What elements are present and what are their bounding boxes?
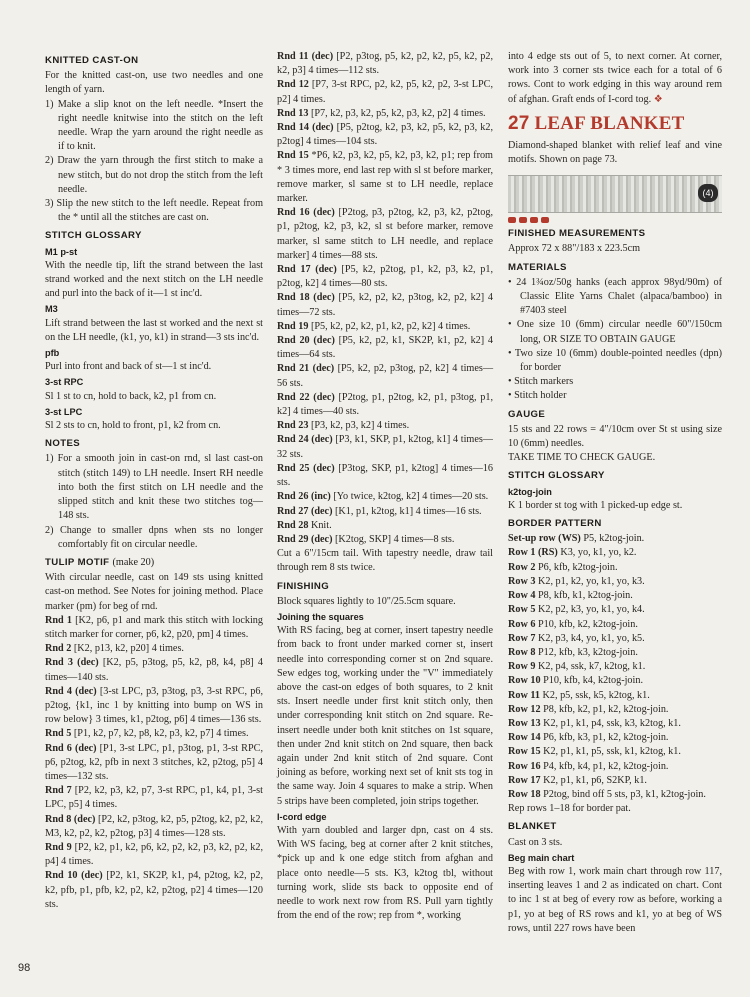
round-row-text: [P5, k2, p2, k1, SK2P, k1, p2, k2] 4 times—64 sts.	[277, 335, 494, 361]
icord-heading: I-cord edge	[277, 811, 327, 822]
difficulty-bar	[519, 217, 527, 223]
border-pattern-heading: BORDER PATTERN	[508, 518, 602, 530]
border-row-label: Row 10	[508, 675, 541, 687]
border-row-text: P4, kfb, k4, p1, k2, k2tog-join.	[543, 760, 669, 772]
round-row-text: [P2, p3tog, p5, k2, p2, k2, p5, k2, p2, k2, p3] 4 times—112 sts.	[277, 51, 494, 77]
finishing-text: Block squares lightly to 10"/25.5cm square.	[277, 595, 456, 607]
border-row-text: P10, kfb, k4, k2tog-join.	[543, 675, 643, 687]
border-row-label: Row 8	[508, 646, 536, 658]
border-row-label: Row 15	[508, 746, 541, 758]
round-row-label: Rnd 9	[45, 841, 72, 853]
border-repeat: Rep rows 1–18 for border pat.	[508, 803, 631, 815]
round-row-text: [P5, p2tog, k2, p3, k2, p5, k2, p3, k2, p2tog] 4 times—104 sts.	[277, 122, 493, 148]
border-row-text: K2, p3, k4, yo, k1, yo, k5.	[538, 632, 645, 644]
round-row-text: [K2, p13, k2, p20] 4 times.	[73, 643, 184, 655]
round-row	[277, 149, 493, 206]
round-row-label: Rnd 19	[277, 320, 309, 332]
difficulty-bar	[508, 217, 516, 223]
blanket-cast-on: Cast on 3 sts.	[508, 836, 563, 848]
round-row	[277, 533, 493, 547]
material-item: • Two size 10 (6mm) double-pointed needles (dpn) for border	[508, 347, 722, 374]
round-row-text: [P3tog, SKP, p1, k2tog] 4 times—16 sts.	[277, 462, 494, 489]
border-row-text: K3, yo, k1, yo, k2.	[560, 547, 637, 559]
border-row-text: K2, p1, k1, p5, ssk, k1, k2tog, k1.	[543, 746, 681, 758]
materials-heading: MATERIALS	[508, 261, 567, 273]
border-row-label: Set-up row (WS)	[508, 533, 581, 545]
round-row-label: Rnd 3 (dec)	[45, 657, 99, 669]
glossary-term: 3-st LPC	[45, 406, 83, 417]
round-row-label: Rnd 2	[45, 643, 72, 655]
column-2	[277, 50, 493, 923]
notes-heading: NOTES	[45, 438, 81, 450]
round-row-label: Rnd 11 (dec)	[277, 51, 334, 62]
icord-text: With yarn doubled and larger dpn, cast on 4 sts. With WS facing, beg at corner after 2 knit stitches, *pick up and k one edge stitch from afghan and place onto needle—5 sts. K3, k2tog tbl, without turning work, slide sts back to opposite end of needle to work next row from RS. Pull yarn tightly from the end of the row; rep from *, working	[277, 824, 493, 922]
gauge-text: 15 sts and 22 rows = 4"/10cm over St st using size 10 (6mm) needles.	[508, 423, 722, 450]
border-row	[508, 760, 722, 774]
round-row	[45, 642, 263, 656]
glossary-term: 3-st RPC	[45, 377, 84, 388]
pattern-subtitle: Diamond-shaped blanket with relief leaf and vine motifs. Shown on page 73.	[508, 139, 722, 166]
round-row	[277, 291, 493, 319]
round-row-text: [P2tog, p1, p2tog, k2, p1, p3tog, p1, k2] 4 times—40 sts.	[277, 391, 493, 418]
round-row-text: [P5, k2, p2, k2, p1, k2, p2, k2] 4 times.	[310, 320, 471, 332]
border-row-label: Row 17	[508, 774, 541, 786]
round-row-label: Rnd 25 (dec)	[277, 462, 335, 474]
glossary-def: K 1 border st tog with 1 picked-up edge st.	[508, 499, 683, 511]
border-row-label: Row 13	[508, 717, 541, 729]
end-diamond-icon: ❖	[653, 93, 663, 105]
knitted-cast-on-intro: For the knitted cast-on, use two needles and one length of yarn.	[45, 70, 263, 96]
border-row-text: P8, kfb, k2, p1, k2, k2tog-join.	[543, 703, 669, 715]
tulip-rounds	[45, 614, 263, 912]
round-row-label: Rnd 6 (dec)	[45, 742, 97, 754]
border-row-text: K2, p2, k3, yo, k1, yo, k4.	[538, 604, 645, 616]
round-row	[277, 519, 493, 533]
knitted-cast-on-heading: KNITTED CAST-ON	[45, 55, 139, 66]
border-row-label: Row 12	[508, 703, 541, 715]
border-row	[508, 774, 722, 788]
border-row-text: P12, kfb, k3, k2tog-join.	[538, 646, 638, 658]
main-chart-heading: Beg main chart	[508, 852, 575, 863]
round-row-text: [P2, k2, p1, k2, p6, k2, p2, k2, p3, k2, p2, k2, p4] 4 times.	[45, 841, 264, 868]
gauge-heading: GAUGE	[508, 408, 546, 420]
round-row-text: [P7, 3-st RPC, p2, k2, p5, k2, p2, 3-st LPC, p2] 4 times.	[277, 79, 493, 105]
round-row-text: [P3, k2, p3, k2] 4 times.	[310, 420, 410, 432]
round-row-label: Rnd 13	[277, 107, 309, 119]
round-row-text: [P5, k2, p2, p3tog, p2, k2] 4 times—56 sts.	[277, 363, 494, 389]
border-row	[508, 632, 722, 646]
joining-heading: Joining the squares	[277, 611, 364, 622]
round-row	[45, 656, 263, 684]
border-row-text: P5, k2tog-join.	[583, 533, 645, 545]
glossary-def: Sl 1 st to cn, hold to back, k2, p1 from cn.	[45, 390, 217, 402]
border-row-label: Row 18	[508, 788, 541, 800]
border-row	[508, 745, 722, 759]
gauge-check: TAKE TIME TO CHECK GAUGE.	[508, 452, 656, 464]
round-row-text: [P2tog, p3, p2tog, k2, p3, k2, p2tog, p1, p2tog, k2, p3, k2, sl st before marker, remove marker, sl same stitch to LH needle, and replace marker] 4 times—88 sts.	[277, 207, 493, 261]
round-row	[277, 362, 493, 390]
border-row	[508, 788, 722, 802]
border-row	[508, 575, 722, 589]
round-row	[45, 869, 263, 912]
round-row-label: Rnd 26 (inc)	[277, 491, 331, 503]
round-row-label: Rnd 12	[277, 79, 309, 91]
pattern-title	[508, 113, 722, 135]
border-row-text: P2tog, bind off 5 sts, p3, k1, k2tog-join.	[543, 788, 706, 800]
round-row	[277, 50, 493, 78]
round-row	[277, 334, 493, 362]
border-row	[508, 731, 722, 745]
border-row-text: P6, kfb, k2tog-join.	[538, 561, 618, 573]
difficulty-bar	[541, 217, 549, 223]
blanket-heading: BLANKET	[508, 821, 557, 833]
border-row-label: Row 2	[508, 561, 536, 573]
round-row	[277, 263, 493, 291]
border-row-text: K2, p1, k1, p6, S2KP, k1.	[543, 774, 647, 786]
round-row-text: [K1, p1, k2tog, k1] 4 times—16 sts.	[335, 505, 482, 517]
yarn-swatch-image	[508, 175, 722, 213]
round-row	[45, 742, 263, 785]
border-row	[508, 689, 722, 703]
material-item: • Stitch holder	[508, 390, 567, 402]
round-row-text: [K2tog, SKP] 4 times—8 sts.	[335, 533, 455, 545]
round-row-text: [P7, k2, p3, k2, p5, k2, p3, k2, p2] 4 times.	[310, 107, 486, 119]
tulip-motif-heading: TULIP MOTIF (make 20)	[45, 556, 155, 568]
joining-text: With RS facing, beg at corner, insert tapestry needle from back to front under marked corner st, insert needle into corresponding corner st on 2nd square. Sew edges tog, working under the "V" immediately above the cast-on edges of both squares, to 2 knit sts. Insert needle under first knit stitch only, then under corresponding knit stitch on 2nd square. Re-insert needle under both knit stitches on 1st square, then under 2nd knit stitch on 2nd square, then back again under 2nd knit stitch of 2nd square. Cont joining as before, working next set of knit sts tog in the same way. Join 4 squares to make a strip. When 5 strips have been completed, join strips together.	[277, 625, 493, 807]
border-row-label: Row 5	[508, 604, 536, 616]
material-item: • One size 10 (6mm) circular needle 60"/150cm long, OR SIZE TO OBTAIN GAUGE	[508, 319, 722, 345]
round-row-label: Rnd 7	[45, 785, 72, 797]
round-row-label: Rnd 14 (dec)	[277, 122, 334, 134]
finished-measurements-text: Approx 72 x 88"/183 x 223.5cm	[508, 243, 641, 255]
border-row-text: K2, p1, k1, p4, ssk, k3, k2tog, k1.	[543, 717, 681, 729]
border-row-text: K2, p5, ssk, k5, k2tog, k1.	[542, 689, 650, 701]
border-row-label: Row 1 (RS)	[508, 547, 558, 559]
round-row-label: Rnd 4 (dec)	[45, 685, 97, 697]
border-row	[508, 703, 722, 717]
glossary-def: Lift strand between the last st worked and the next st on the LH needle, (k1, yo, k1) in strand—3 sts inc'd.	[45, 317, 263, 343]
finishing-heading: FINISHING	[277, 580, 330, 592]
round-row-label: Rnd 20 (dec)	[277, 335, 335, 347]
round-row	[277, 433, 493, 461]
cast-on-step: 3) Slip the new stitch to the left needle. Repeat from the * until all the stitches are cast on.	[45, 198, 263, 224]
border-row-label: Row 11	[508, 689, 540, 701]
round-row-label: Rnd 24 (dec)	[277, 434, 333, 446]
round-row	[277, 107, 493, 121]
note-item: 1) For a smooth join in cast-on rnd, sl last cast-on stitch (stitch 149) to LH needle. Insert RH needle into both the first stitch on LH needle and the slipped stitch and knit these two stitches tog—148 sts.	[45, 453, 263, 522]
round-row-text: [P3, k1, SKP, p1, k2tog, k1] 4 times—32 sts.	[277, 434, 493, 460]
round-row-label: Rnd 5	[45, 728, 72, 740]
round-row	[277, 320, 493, 334]
round-row-label: Rnd 18 (dec)	[277, 292, 335, 304]
cast-on-step: 2) Draw the yarn through the first stitch to make a new stitch, but do not drop the stitch from the left needle.	[45, 155, 263, 195]
border-row-label: Row 16	[508, 760, 541, 772]
column-1	[45, 50, 263, 912]
column-3	[508, 50, 722, 936]
border-row	[508, 717, 722, 731]
round-row-text: [K2, p6, p1 and mark this stitch with locking stitch marker for corner, p6, k2, p20, pm] 4 times.	[45, 614, 263, 640]
difficulty-bar	[530, 217, 538, 223]
round-row-label: Rnd 28	[277, 519, 309, 531]
round-row	[277, 391, 493, 419]
round-row-text: [3-st LPC, p3, p3tog, p3, 3-st RPC, p6, p2tog, {k1, inc 1 by knitting into bump on WS in row below} 3 times, k1, p2tog, p6] 4 times—136 sts.	[45, 685, 264, 726]
pattern-number: 27	[508, 112, 530, 134]
glossary-def: With the needle tip, lift the strand between the last strand worked and the next stitch on the LH needle and purl into the back of it—1 st inc'd.	[45, 259, 263, 300]
round-row-label: Rnd 15	[277, 150, 309, 162]
border-row-label: Row 3	[508, 575, 536, 587]
glossary-term: M1 p-st	[45, 246, 78, 257]
round-row-label: Rnd 21 (dec)	[277, 363, 335, 375]
round-row-text: *P6, k2, p3, k2, p5, k2, p3, k2, p1; rep from * 3 times more, end last rep with sl st before marker, remove marker, sl same st to LH needle, replace marker.	[277, 150, 493, 205]
note-item: 2) Change to smaller dpns when sts no longer comfortably fit on circular needle.	[45, 524, 263, 550]
round-row	[45, 727, 263, 741]
round-row	[45, 841, 263, 869]
border-row	[508, 660, 722, 674]
round-row	[277, 121, 493, 149]
round-row-text: [P1, k2, p7, k2, p8, k2, p3, k2, p7] 4 times.	[73, 728, 249, 740]
border-row	[508, 674, 722, 688]
round-row	[45, 614, 263, 642]
round-row-text: [P5, k2, p2tog, p1, k2, p3, k2, p1, p2tog, k2] 4 times—80 sts.	[277, 264, 494, 290]
round-row-label: Rnd 23	[277, 420, 309, 432]
border-row-label: Row 6	[508, 618, 536, 630]
cut-tail-text: Cut a 6"/15cm tail. With tapestry needle, draw tail through rem 8 sts twice.	[277, 548, 493, 574]
finished-measurements-heading: FINISHED MEASUREMENTS	[508, 228, 646, 240]
border-row	[508, 589, 722, 603]
round-row-label: Rnd 8 (dec)	[45, 813, 96, 825]
border-row-text: P10, kfb, k2, k2tog-join.	[538, 618, 638, 630]
round-row	[277, 419, 493, 433]
round-row	[277, 206, 493, 263]
glossary-term: M3	[45, 304, 58, 315]
border-row-text: P6, kfb, k3, p1, k2, k2tog-join.	[543, 732, 669, 744]
round-row	[45, 813, 263, 841]
round-row	[277, 490, 493, 504]
border-row-label: Row 14	[508, 732, 541, 744]
col2-rounds	[277, 50, 493, 547]
material-item: • 24 1¾oz/50g hanks (each approx 98yd/90m) of Classic Elite Yarns Chalet (alpaca/bamboo) in #7403 steel	[508, 276, 722, 317]
tulip-intro: With circular needle, cast on 149 sts using knitted cast-on method. See Notes for joining method. Place marker (pm) for beg of rnd.	[45, 572, 263, 612]
border-rows	[508, 532, 722, 802]
round-row-text: [P2, k2, p3, k2, p7, 3-st RPC, p1, k4, p1, 3-st LPC, p5] 4 times.	[45, 785, 263, 811]
border-row	[508, 561, 722, 575]
round-row-text: [K2, p5, p3tog, p5, k2, p8, k4, p8] 4 times—140 sts.	[45, 657, 263, 683]
skill-level-badge: (4)	[698, 184, 718, 202]
round-row-label: Rnd 1	[45, 614, 72, 626]
border-row-label: Row 4	[508, 590, 536, 602]
glossary-def: Sl 2 sts to cn, hold to front, p1, k2 from cn.	[45, 420, 221, 432]
round-row-text: [P5, k2, p2, k2, p3tog, k2, p2, k2] 4 times—72 sts.	[277, 292, 494, 318]
border-row	[508, 532, 722, 546]
stitch-glossary-heading: STITCH GLOSSARY	[45, 230, 142, 242]
round-row	[45, 784, 263, 812]
border-row-label: Row 7	[508, 632, 536, 644]
round-row	[277, 78, 493, 106]
blanket-body: Beg with row 1, work main chart through row 117, inserting leaves 1 and 2 as indicated on chart. Cont to inc 1 st at beg of every row as before, working a p1, yo at beg of RS rows and k1, yo at beg of WS rows, until 227 rows have been	[508, 865, 722, 934]
glossary-def: Purl into front and back of st—1 st inc'd.	[45, 361, 212, 373]
round-row-label: Rnd 27 (dec)	[277, 505, 333, 517]
border-row-text: P8, kfb, k1, k2tog-join.	[538, 590, 633, 602]
round-row-text: [P2, k1, SK2P, k1, p4, p2tog, k2, p2, k2, pfb, p1, pfb, k2, p2, k2, p2tog, p2] 4 times—120 sts.	[45, 870, 264, 910]
round-row-text: [P1, 3-st LPC, p1, p3tog, p1, 3-st RPC, p6, p2tog, k2, pfb in next 3 stitches, k2, p2tog, p5] 4 times—132 sts.	[45, 742, 263, 782]
round-row	[277, 505, 493, 519]
page-number: 98	[18, 962, 31, 974]
cast-on-step: 1) Make a slip knot on the left needle. *Insert the right needle knitwise into the stitch on the left needle. Wrap the yarn around the right needle as if to knit.	[45, 98, 263, 153]
round-row-label: Rnd 16 (dec)	[277, 207, 335, 219]
border-row	[508, 546, 722, 560]
border-row-text: K2, p1, k2, yo, k1, yo, k3.	[538, 575, 645, 587]
round-row	[277, 462, 493, 490]
stitch-glossary-2-heading: STITCH GLOSSARY	[508, 470, 605, 482]
round-row-text: [P2, k2, p3tog, k2, p5, p2tog, k2, p2, k2, M3, k2, p2, k2, p2tog, p3] 4 times—128 sts.	[45, 813, 263, 839]
difficulty-bars-icon	[508, 217, 722, 223]
round-row	[45, 685, 263, 728]
border-row-label: Row 9	[508, 661, 536, 673]
round-row-label: Rnd 10 (dec)	[45, 870, 103, 882]
pattern-name: LEAF BLANKET	[534, 112, 685, 134]
border-row-text: K2, p4, ssk, k7, k2tog, k1.	[538, 661, 646, 673]
round-row-label: Rnd 17 (dec)	[277, 264, 337, 276]
glossary-term: pfb	[45, 348, 60, 359]
glossary-term: k2tog-join	[508, 486, 552, 497]
border-row	[508, 603, 722, 617]
round-row-text: Knit.	[310, 519, 332, 531]
round-row-label: Rnd 29 (dec)	[277, 533, 333, 545]
material-item: • Stitch markers	[508, 376, 574, 388]
round-row-label: Rnd 22 (dec)	[277, 391, 335, 403]
border-row	[508, 646, 722, 660]
border-row	[508, 618, 722, 632]
round-row-text: [Yo twice, k2tog, k2] 4 times—20 sts.	[333, 491, 489, 503]
icord-continued-text: into 4 edge sts out of 5, to next corner. At corner, work into 3 corner sts twice each for a total of 6 rows. Cont to work edging in this way around rem of afghan. Graft ends of I-cord tog. ❖	[508, 51, 722, 105]
